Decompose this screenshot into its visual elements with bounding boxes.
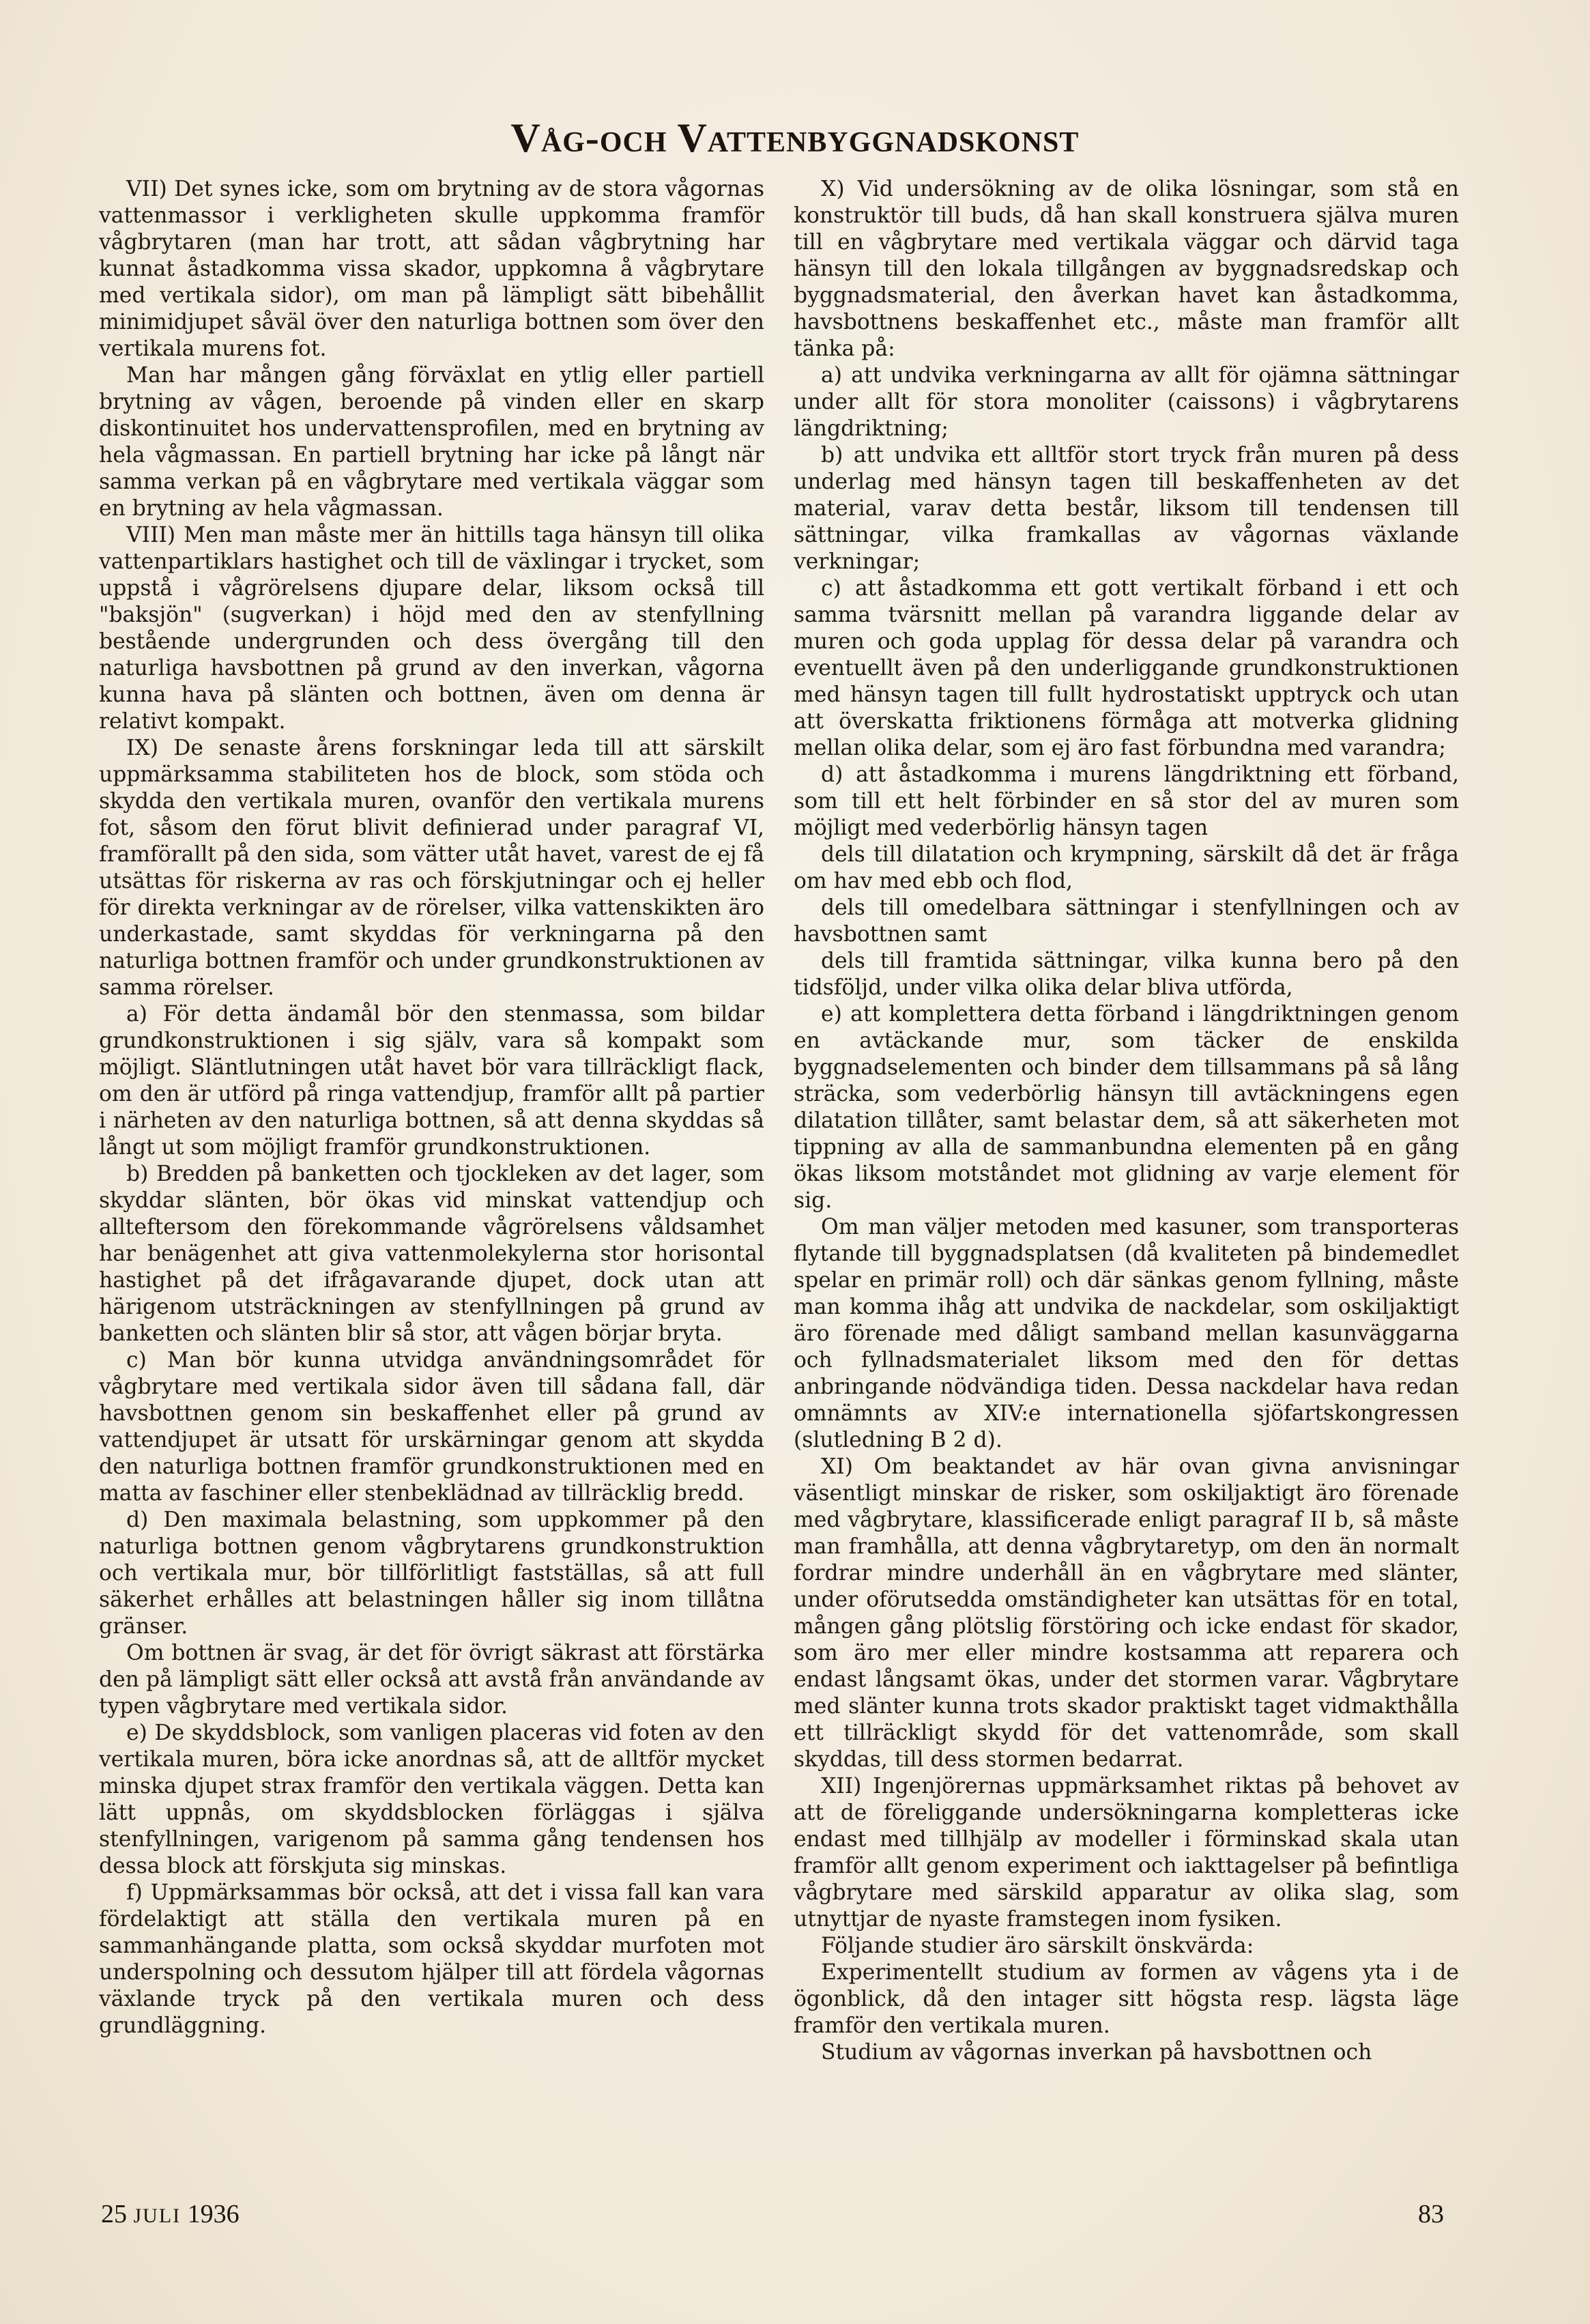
paragraph: Studium av vågornas inverkan på havsbottnen och — [821, 2040, 1372, 2065]
paragraph: XI) Om beaktandet av här ovan givna anvisningar väsentligt minskar de risker, som oskiljaktigt äro förenade med vågbrytare, klassificerade enligt paragraf II b, så måste man framhålla, att denna vågbrytaretyp, om den än normalt fordrar mindre underhåll än en vågbrytare med slänter, under oförutsedda omständigheter kan utsättas för en total, mången gång plötslig förstöring och icke endast för skador, som äro mer eller mindre kostsamma att reparera och endast långsamt ökas, under det stormen varar. Vågbrytare med slänter kunna trots skador praktiskt taget vidmakthålla ett tillräckligt skydd för det vattenområde, som skall skyddas, till dess stormen bedarrat. — [794, 1454, 1459, 1772]
paragraph: VII) Det synes icke, som om brytning av de stora vågornas vattenmassor i verkligheten skulle uppkomma framför vågbrytaren (man har trott, att sådan vågbrytning har kunnat åstadkomma vissa skador, uppkomna å vågbrytare med vertikala sidor), om man på lämpligt sätt bibehållit minimidjupet såväl över den naturliga bottnen som över den vertikala murens fot. — [99, 177, 764, 361]
paragraph: IX) De senaste årens forskningar leda till att särskilt uppmärksamma stabiliteten hos de block, som stöda och skydda den vertikala muren, ovanför den vertikala murens fot, såsom den förut blivit definierad under paragraf VI, framförallt på den sida, som vätter utåt havet, varest de ej få utsättas för riskerna av ras och förskjutningar och ej heller för direkta verkningar av de rörelser, vilka vattenskikten äro underkastade, samt skyddas för verkningarna på den naturliga bottnen framför och under grundkonstruktionen av samma rörelser. — [99, 736, 764, 1000]
page-number: 83 — [1418, 2200, 1444, 2228]
paragraph: Följande studier äro särskilt önskvärda: — [821, 1934, 1254, 1958]
paragraph: XII) Ingenjörernas uppmärksamhet riktas på behovet av att de föreliggande undersökningarna kompletteras icke endast med tillhjälp av modeller i förminskad skala utan framför allt genom experiment och iakttagelser på befintliga vågbrytare med särskild apparatur av olika slag, som utnyttjar de nyaste framstegen inom fysiken. — [794, 1774, 1459, 1932]
paragraph: a) att undvika verkningarna av allt för ojämna sättningar under allt för stora monoliter (caissons) i vågbrytarens längdriktning; — [794, 363, 1459, 441]
paragraph: c) Man bör kunna utvidga användningsområdet för vågbrytare med vertikala sidor även till sådana fall, där havsbottnen genom sin beskaffenhet eller på grund av vattendjupet är utsatt för urskärningar genom att skydda den naturliga bottnen framför grundkonstruktionen med en matta av faschiner eller stenbeklädnad av tillräcklig bredd. — [99, 1348, 764, 1506]
paragraph: Om bottnen är svag, är det för övrigt säkrast att förstärka den på lämpligt sätt eller också att avstå från användande av typen vågbrytare med vertikala sidor. — [99, 1641, 764, 1719]
right-column — [794, 176, 1459, 2066]
paragraph: e) att komplettera detta förband i längdriktningen genom en avtäckande mur, som täcker de enskilda byggnadselementen och binder dem tillsammans på så lång sträcka, som vederbörlig hänsyn till avtäckningens egen dilatation tillåter, samt belastar dem, så att säkerheten mot tippning av alla de sammanbundna elementen på en gång ökas liksom motståndet mot glidning av varje element för sig. — [794, 1002, 1459, 1213]
paragraph: d) Den maximala belastning, som uppkommer på den naturliga bottnen genom vågbrytarens grundkonstruktion och vertikala mur, bör tillförlitligt fastställas, så att full säkerhet erhålles att belastningen håller sig inom tillåtna gränser. — [99, 1508, 764, 1639]
paragraph: d) att åstadkomma i murens längdriktning ett förband, som till ett helt förbinder en så stor del av muren som möjligt med vederbörlig hänsyn tagen — [794, 762, 1459, 840]
paragraph: f) Uppmärksammas bör också, att det i vissa fall kan vara fördelaktigt att ställa den vertikala muren på en sammanhängande platta, som också skyddar murfoten mot underspolning och dessutom hjälper till att fördela vågornas växlande tryck på den vertikala muren och dess grundläggning. — [99, 1880, 764, 2038]
paragraph: a) För detta ändamål bör den stenmassa, som bildar grundkonstruktionen i sig själv, vara så kompakt som möjligt. Släntlutningen utåt havet bör vara tillräckligt flack, om den är utförd på ringa vattendjup, framför allt på partier i närheten av den naturliga bottnen, så att denna skyddas så långt ut som möjligt framför grundkonstruktionen. — [99, 1002, 764, 1160]
paragraph: c) att åstadkomma ett gott vertikalt förband i ett och samma tvärsnitt mellan på varandra liggande delar av muren och goda upplag för dessa delar på varandra och eventuellt även på den underliggande grundkonstruktionen med hänsyn tagen till fullt hydrostatiskt upptryck och utan att överskatta friktionens förmåga att motverka glidning mellan olika delar, som ej äro fast förbundna med varandra; — [794, 576, 1459, 760]
issue-day: 25 — [101, 2200, 127, 2228]
paragraph: VIII) Men man måste mer än hittills taga hänsyn till olika vattenpartiklars hastighet och till de växlingar i trycket, som uppstå i vågrörelsens djupare delar, liksom också till "baksjön" (sugverkan) i höjd med den av stenfyllning bestående undergrunden och dess övergång till den naturliga havsbottnen på grund av den inverkan, vågorna kunna hava på slänten och bottnen, även om denna är relativt kompakt. — [99, 523, 764, 734]
paragraph: b) Bredden på banketten och tjockleken av det lager, som skyddar slänten, bör ökas vid minskat vattendjup och allteftersom den förekommande vågrörelsens våldsamhet har benägenhet att giva vattenmolekylerna stor horisontal hastighet på det ifrågavarande djupet, dock utan att härigenom utsträckningen av stenfyllningen på grund av banketten och slänten blir så stor, att vågen börjar bryta. — [99, 1162, 764, 1346]
paragraph: Om man väljer metoden med kasuner, som transporteras flytande till byggnadsplatsen (då kvaliteten på bindemedlet spelar en primär roll) och där sänkas genom fyllning, måste man komma ihåg att undvika de nackdelar, som oskiljaktigt äro förenade med dåligt samband mellan kasunväggarna och fyllnadsmaterialet liksom med den för dettas anbringande nödvändiga tiden. Dessa nackdelar hava redan omnämnts av XIV:e internationella sjöfartskongressen (slutledning B 2 d). — [794, 1215, 1459, 1452]
paragraph: e) De skyddsblock, som vanligen placeras vid foten av den vertikala muren, böra icke anordnas så, att de alltför mycket minska djupet strax framför den vertikala väggen. Detta kan lätt uppnås, om skyddsblocken förläggas i själva stenfyllningen, varigenom på samma gång tendensen hos dessa block att förskjuta sig minskas. — [99, 1721, 764, 1878]
paragraph: dels till dilatation och krympning, särskilt då det är fråga om hav med ebb och flod, — [794, 842, 1459, 893]
issue-month: JULI — [133, 2205, 182, 2227]
page-title: Våg-och Vattenbyggnadskonst — [510, 115, 1080, 160]
issue-year: 1936 — [187, 2200, 240, 2228]
left-column — [99, 176, 764, 2039]
issue-date — [101, 2199, 240, 2229]
paragraph: Man har mången gång förväxlat en ytlig eller partiell brytning av vågen, beroende på vinden eller en skarp diskontinuitet hos undervattensprofilen, med en brytning av hela vågmassan. En partiell brytning har icke på långt när samma verkan på en vågbrytare med vertikala väggar som en brytning av hela vågmassan. — [99, 363, 764, 521]
paragraph: dels till omedelbara sättningar i stenfyllningen och av havsbottnen samt — [794, 895, 1459, 947]
paragraph: b) att undvika ett alltför stort tryck från muren på dess underlag med hänsyn tagen till beskaffenheten av det material, varav detta består, liksom till tendensen till sättningar, vilka framkallas av vågornas växlande verkningar; — [794, 443, 1459, 574]
paragraph: Experimentellt studium av formen av vågens yta i de ögonblick, då den intager sitt högsta resp. lägsta läge framför den vertikala muren. — [794, 1960, 1459, 2038]
paragraph: X) Vid undersökning av de olika lösningar, som stå en konstruktör till buds, då han skall konstruera själva muren till en vågbrytare med vertikala väggar och därvid taga hänsyn till den lokala tillgången av byggnadsredskap och byggnadsmaterial, den åverkan havet kan åstadkomma, havsbottnens beskaffenhet etc., måste man framför allt tänka på: — [794, 177, 1459, 361]
paragraph: dels till framtida sättningar, vilka kunna bero på den tidsföljd, under vilka olika delar bliva utförda, — [794, 949, 1459, 1000]
